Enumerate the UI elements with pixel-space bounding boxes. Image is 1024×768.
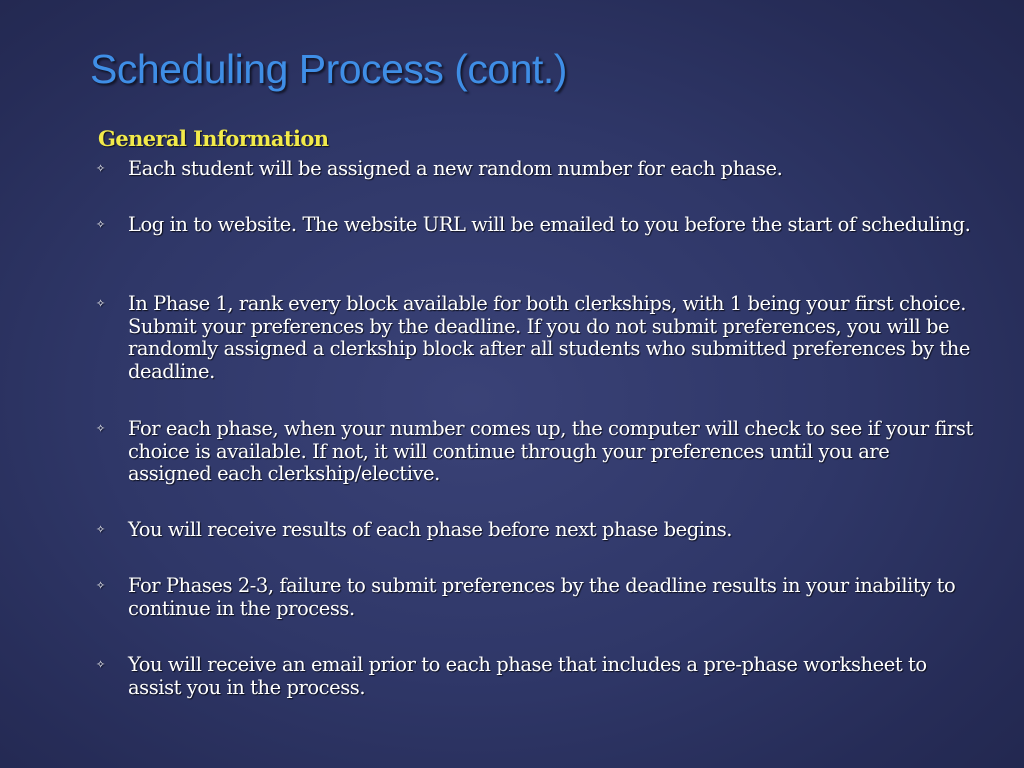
bullet-text: Log in to website. The website URL will be emailed to you before the start of scheduling. xyxy=(128,213,971,236)
bullet-text: For each phase, when your number comes up, the computer will check to see if your first choice is available. If not, it will continue through your preferences until you are assigned each clerkship/elective. xyxy=(128,417,973,485)
section-heading: General Information xyxy=(98,126,329,151)
bullet-text: In Phase 1, rank every block available for both clerkships, with 1 being your first choice. Submit your preferences by the deadline. If you do not submit preferences, you will be randomly assigned a clerkship block after all students who submitted preferences by the deadline. xyxy=(128,292,970,383)
bullet-icon: ✧ xyxy=(96,658,106,671)
bullet-icon: ✧ xyxy=(96,523,106,536)
bullet-icon: ✧ xyxy=(96,422,106,435)
bullet-icon: ✧ xyxy=(96,579,106,592)
bullet-text: You will receive results of each phase before next phase begins. xyxy=(128,518,732,541)
bullet-text: Each student will be assigned a new random number for each phase. xyxy=(128,157,783,180)
bullet-text: For Phases 2-3, failure to submit preferences by the deadline results in your inability to continue in the process. xyxy=(128,574,956,620)
bullet-icon: ✧ xyxy=(96,218,106,231)
slide-title: Scheduling Process (cont.) xyxy=(90,46,567,92)
bullet-icon: ✧ xyxy=(96,162,106,175)
bullet-icon: ✧ xyxy=(96,297,106,310)
bullet-text: You will receive an email prior to each phase that includes a pre-phase worksheet to assist you in the process. xyxy=(128,653,927,699)
